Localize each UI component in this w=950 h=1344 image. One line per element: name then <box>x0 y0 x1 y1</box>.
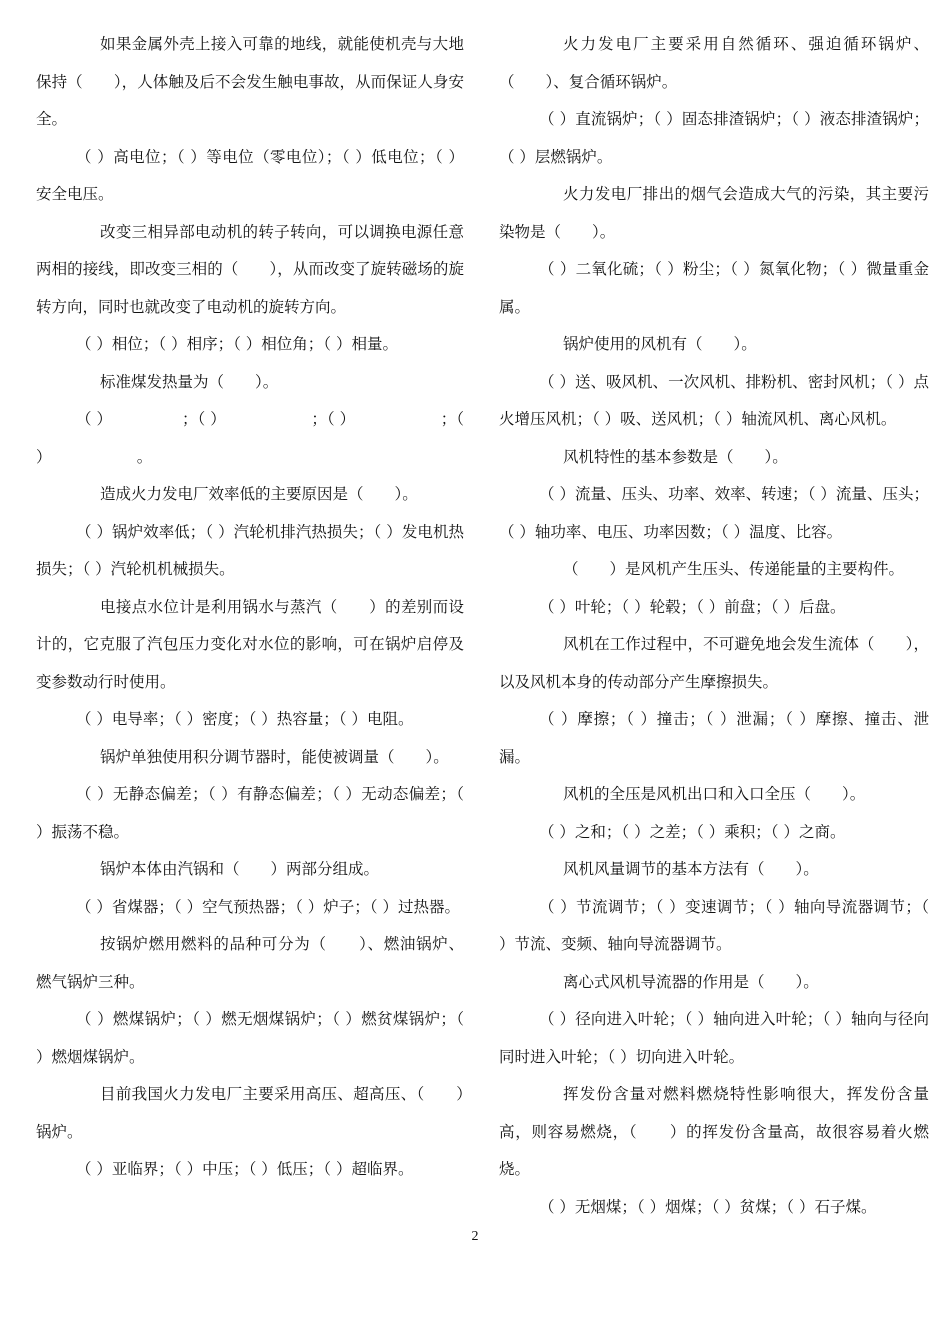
question-text: 离心式风机导流器的作用是（ ）。 <box>563 972 819 991</box>
answer-options: （ ）径向进入叶轮；（ ）轴向进入叶轮；（ ）轴向与径向同时进入叶轮；（ ）切向进入叶轮。 <box>499 1010 929 1066</box>
right-column <box>499 26 929 1226</box>
question-text: 标准煤发热量为（ ）。 <box>100 372 279 391</box>
answer-options: （ ） ；（ ） ；（ ） ；（ ） 。 <box>36 410 464 466</box>
answer-options: （ ）锅炉效率低；（ ）汽轮机排汽热损失；（ ）发电机热损失；（ ）汽轮机机械损失。 <box>36 522 464 578</box>
answer-options: （ ）直流锅炉；（ ）固态排渣锅炉；（ ）液态排渣锅炉；（ ）层燃锅炉。 <box>499 110 929 166</box>
question-text: 电接点水位计是利用锅水与蒸汽（ ）的差别而设计的，它克服了汽包压力变化对水位的影响，可在锅炉启停及变参数动行时使用。 <box>36 597 464 691</box>
question-text: 风机风量调节的基本方法有（ ）。 <box>563 860 819 878</box>
question-text: 按锅炉燃用燃料的品种可分为（ ）、燃油锅炉、燃气锅炉三种。 <box>36 935 464 991</box>
answer-options: （ ）无静态偏差；（ ）有静态偏差；（ ）无动态偏差；（ ）振荡不稳。 <box>36 785 464 841</box>
answer-options: （ ）之和；（ ）之差；（ ）乘积；（ ）之商。 <box>539 822 846 841</box>
question-text: 锅炉单独使用积分调节器时，能使被调量（ ）。 <box>100 747 449 766</box>
answer-options: （ ）叶轮；（ ）轮毂；（ ）前盘；（ ）后盘。 <box>539 597 846 616</box>
question-text: 火力发电厂排出的烟气会造成大气的污染，其主要污染物是（ ）。 <box>499 185 929 241</box>
answer-options: （ ）流量、压头、功率、效率、转速；（ ）流量、压头；（ ）轴功率、电压、功率因数；（ ）温度、比容。 <box>499 485 929 541</box>
answer-options: （ ）节流调节；（ ）变速调节；（ ）轴向导流器调节；（ ）节流、变频、轴向导流器调节。 <box>499 897 929 953</box>
answer-options: （ ）相位；（ ）相序；（ ）相位角；（ ）相量。 <box>76 335 398 353</box>
answer-options: （ ）省煤器；（ ）空气预热器；（ ）炉子；（ ）过热器。 <box>76 897 460 916</box>
question-text: 火力发电厂主要采用自然循环、强迫循环锅炉、（ ）、复合循环锅炉。 <box>499 35 929 91</box>
question-text: 风机在工作过程中，不可避免地会发生流体（ ），以及风机本身的传动部分产生摩擦损失。 <box>499 635 929 691</box>
answer-options: （ ）亚临界；（ ）中压；（ ）低压；（ ）超临界。 <box>76 1160 414 1178</box>
answer-options: （ ）燃煤锅炉；（ ）燃无烟煤锅炉；（ ）燃贫煤锅炉；（ ）燃烟煤锅炉。 <box>36 1010 464 1066</box>
answer-options: （ ）送、吸风机、一次风机、排粉机、密封风机；（ ）点火增压风机；（ ）吸、送风机；（ ）轴流风机、离心风机。 <box>499 372 929 428</box>
question-text: 锅炉本体由汽锅和（ ）两部分组成。 <box>100 860 380 878</box>
question-text: 如果金属外壳上接入可靠的地线，就能使机壳与大地保持（ ），人体触及后不会发生触电事故，从而保证人身安全。 <box>36 35 464 128</box>
question-text: 风机的全压是风机出口和入口全压（ ）。 <box>563 785 866 803</box>
answer-options: （ ）摩擦；（ ）撞击；（ ）泄漏；（ ）摩擦、撞击、泄漏。 <box>499 710 929 766</box>
question-text: 锅炉使用的风机有（ ）。 <box>563 335 757 353</box>
question-text: 目前我国火力发电厂主要采用高压、超高压、（ ）锅炉。 <box>36 1085 464 1141</box>
question-text: 风机特性的基本参数是（ ）。 <box>563 447 788 466</box>
page-number: 2 <box>471 1229 479 1244</box>
question-text: （ ）是风机产生压头、传递能量的主要构件。 <box>563 560 905 578</box>
question-text: 造成火力发电厂效率低的主要原因是（ ）。 <box>100 485 418 503</box>
answer-options: （ ）高电位；（ ）等电位（零电位）；（ ）低电位；（ ）安全电压。 <box>36 147 464 203</box>
question-text: 改变三相异部电动机的转子转向，可以调换电源任意两相的接线，即改变三相的（ ），从而改变了旋转磁场的旋转方向，同时也就改变了电动机的旋转方向。 <box>36 222 464 316</box>
answer-options: （ ）电导率；（ ）密度；（ ）热容量；（ ）电阻。 <box>76 710 414 728</box>
left-column <box>36 26 464 1189</box>
answer-options: （ ）无烟煤；（ ）烟煤；（ ）贫煤；（ ）石子煤。 <box>539 1197 877 1216</box>
question-text: 挥发份含量对燃料燃烧特性影响很大，挥发份含量高，则容易燃烧，（ ）的挥发份含量高，故很容易着火燃烧。 <box>499 1085 929 1178</box>
answer-options: （ ）二氧化硫；（ ）粉尘；（ ）氮氧化物；（ ）微量重金属。 <box>499 260 929 316</box>
